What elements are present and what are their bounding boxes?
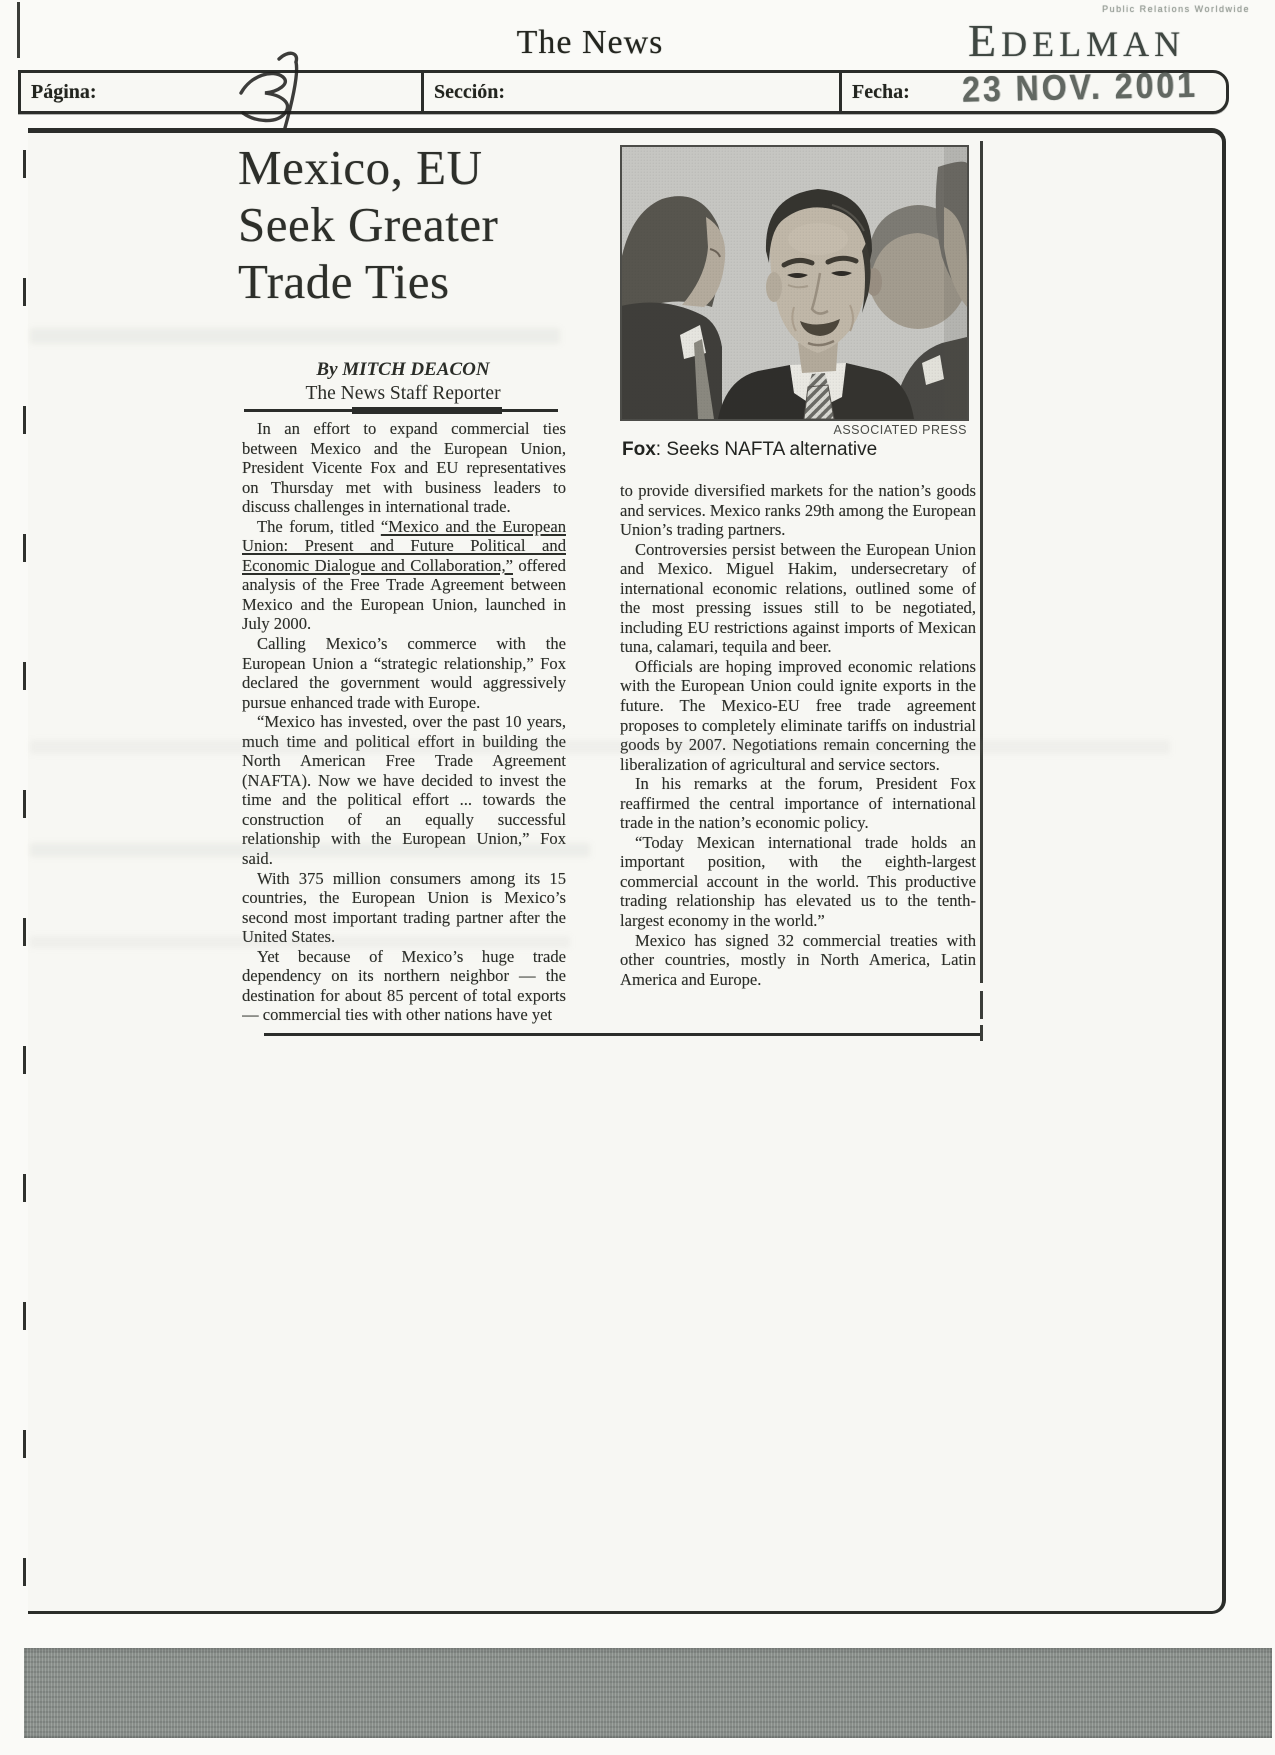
scan-edge-mark — [17, 2, 20, 58]
pagina-label: Página: — [31, 80, 97, 103]
fecha-label: Fecha: — [852, 80, 910, 103]
edelman-wordmark: EDELMAN — [968, 15, 1186, 66]
photo-credit: ASSOCIATED PRESS — [833, 423, 967, 437]
clipping-right-rule — [980, 141, 983, 1041]
paragraph: In an effort to expand commercial ties between Mexico and the European Union, President Vicente Fox and EU representatives on Thursday met with business leaders to discuss challenges in international trade. — [242, 419, 566, 517]
scan-gray-band — [24, 1648, 1272, 1738]
article-headline — [238, 139, 578, 310]
edelman-logo — [968, 4, 1268, 67]
body-column-right — [620, 481, 976, 1029]
publication-title: The News — [516, 24, 664, 61]
paragraph: to provide diversified markets for the nation’s goods and services. Mexico ranks 29th among the European Union’s trading partners. — [620, 481, 976, 540]
scan-streak — [30, 843, 590, 857]
page-frame — [28, 128, 1226, 1614]
seccion-label: Sección: — [434, 80, 506, 103]
headline-line: Seek Greater — [238, 197, 499, 252]
byline-rule — [244, 409, 558, 412]
headline-line: Mexico, EU — [238, 140, 483, 195]
field-seccion — [421, 73, 839, 111]
paragraph: Calling Mexico’s commerce with the European Union a “strategic relationship,” Fox declared the government would aggressively pursue enhanced trade with Europe. — [242, 634, 566, 712]
paragraph: The forum, titled “Mexico and the European Union: Present and Future Political and Economic Dialogue and Collaboration,” offered analysis of the Free Trade Agreement between Mexico and the European Union, launched in July 2000. — [242, 516, 566, 634]
caption-lead: Fox — [622, 439, 656, 460]
article-photo — [620, 145, 969, 421]
paragraph: Controversies persist between the European Union and Mexico. Miguel Hakim, undersecretary of international economic relations, outlined some of the most pressing issues still to be negotiated, including EU restrictions against imports of Mexican tuna, calamari, tequila and beer. — [620, 539, 976, 657]
paragraph: “Mexico has invested, over the past 10 years, much time and political effort in building the North American Free Trade Agreement (NAFTA). Now we have decided to invest the time and the political effort ... towards the construction of an equally successful relationship with the European Union,” Fox said. — [242, 712, 566, 869]
byline-title: The News Staff Reporter — [305, 383, 501, 404]
scan-streak — [30, 740, 1170, 754]
paragraph: In his remarks at the forum, President Fox reaffirmed the central importance of international trade in the nation’s economic policy. — [620, 774, 976, 833]
paragraph: Mexico has signed 32 commercial treaties with other countries, mostly in North America, Latin America and Europe. — [620, 930, 976, 989]
headline-line: Trade Ties — [238, 254, 450, 309]
left-edge-dashes — [23, 150, 26, 1590]
metadata-bar — [18, 64, 1229, 114]
photo-caption — [622, 439, 978, 461]
forum-title-underlined: “Mexico and the European Union: Present and Future Political and Economic Dialogue and Collaboration,” — [242, 516, 566, 575]
fox-photo-illustration — [622, 147, 967, 419]
field-fecha — [839, 64, 1226, 111]
paragraph: “Today Mexican international trade holds an important position, with the eighth-largest commercial account in the world. This productive trading relationship has elevated us to the tenth-largest economy in the world.” — [620, 832, 976, 931]
edelman-tagline: Public Relations Worldwide — [1102, 4, 1250, 14]
scan-streak — [30, 328, 560, 344]
byline: By MITCH DEACON — [316, 359, 490, 380]
scan-streak — [30, 936, 570, 948]
paragraph: With 375 million consumers among its 15 countries, the European Union is Mexico’s second most important trading partner after the United States. — [242, 868, 566, 947]
date-stamp: 23 NOV. 2001 — [961, 64, 1199, 110]
article-bottom-rule — [264, 1033, 980, 1036]
caption-rest: : Seeks NAFTA alternative — [655, 439, 878, 460]
field-pagina — [21, 73, 421, 111]
paragraph: Officials are hoping improved economic relations with the European Union could ignite exports in the future. The Mexico-EU free trade agreement proposes to completely eliminate tariffs on industrial goods by 2007. Negotiations remain concerning the liberalization of agricultural and service sectors. — [620, 656, 976, 774]
paragraph: Yet because of Mexico’s huge trade dependency on its northern neighbor — the destination for about 85 percent of total exports — commercial ties with other nations have yet — [242, 946, 566, 1025]
